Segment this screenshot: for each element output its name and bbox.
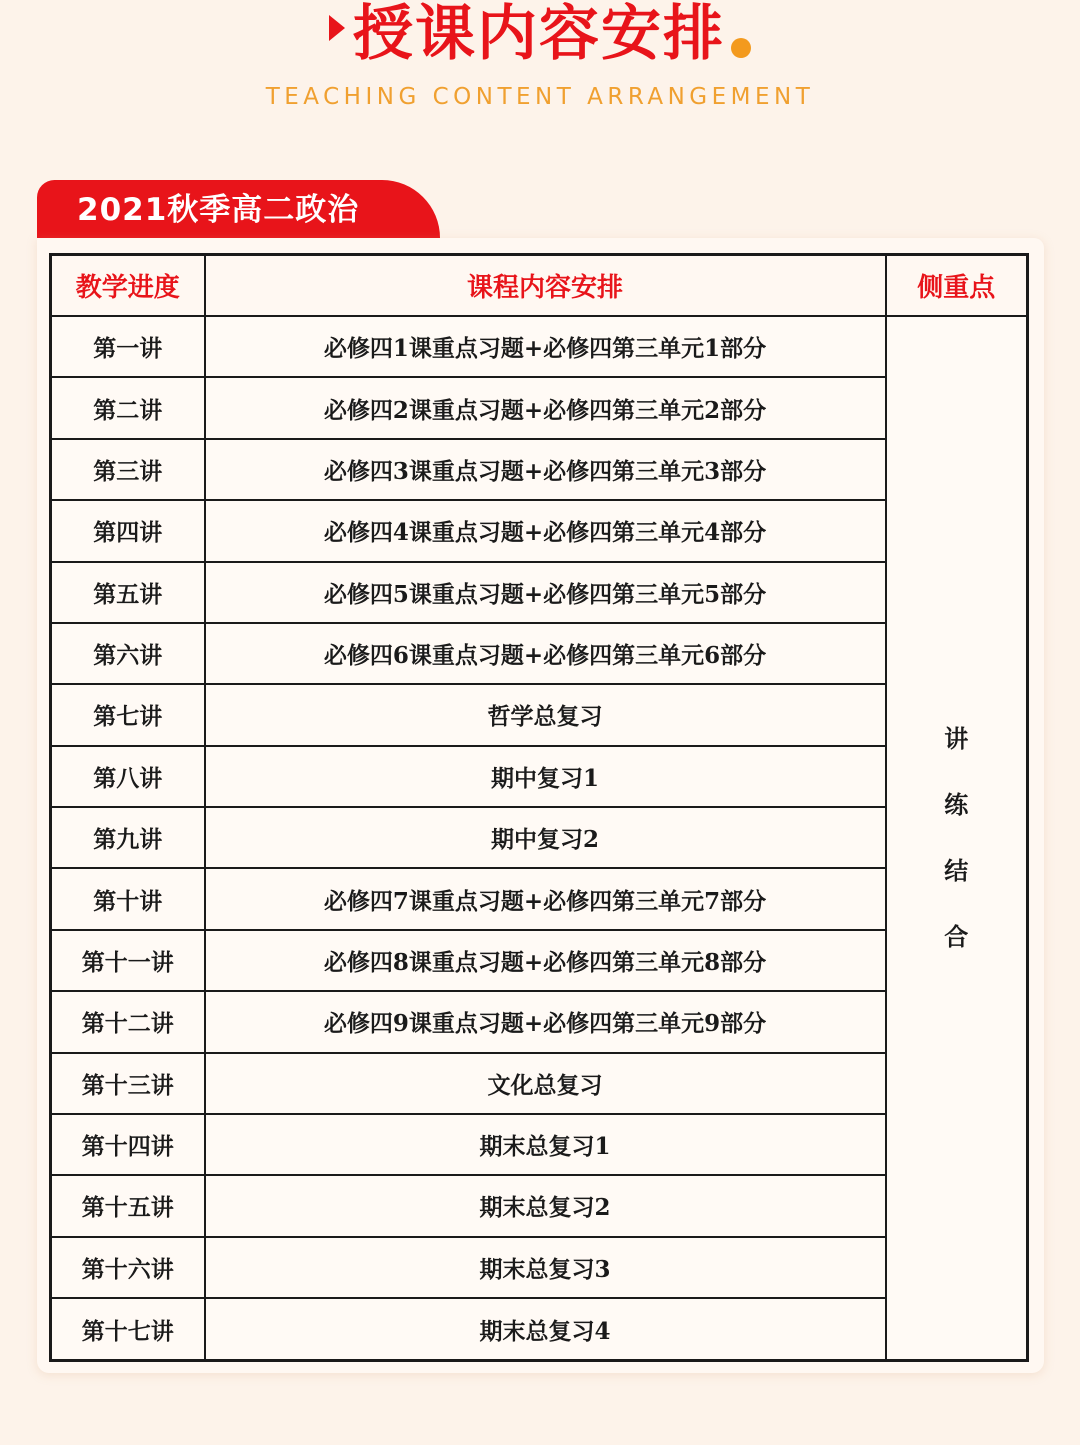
table-row bbox=[51, 991, 1028, 1052]
focus-char: 合 bbox=[944, 922, 969, 951]
page-subtitle: TEACHING CONTENT ARRANGEMENT bbox=[265, 84, 815, 110]
content-cell: 哲学总复习 bbox=[205, 684, 886, 745]
table-header-row bbox=[51, 255, 1028, 317]
content-cell: 必修四3课重点习题+必修四第三单元3部分 bbox=[205, 439, 886, 500]
table-row bbox=[51, 1053, 1028, 1114]
lesson-cell: 第十四讲 bbox=[51, 1114, 205, 1175]
page-title: 授课内容安排 bbox=[353, 0, 725, 69]
table-row bbox=[51, 562, 1028, 623]
title-triangle-icon bbox=[329, 15, 345, 41]
content-cell: 必修四1课重点习题+必修四第三单元1部分 bbox=[205, 316, 886, 377]
lesson-cell: 第九讲 bbox=[51, 807, 205, 868]
content-cell: 必修四7课重点习题+必修四第三单元7部分 bbox=[205, 868, 886, 929]
table-row bbox=[51, 439, 1028, 500]
content-cell: 必修四6课重点习题+必修四第三单元6部分 bbox=[205, 623, 886, 684]
table-row bbox=[51, 1114, 1028, 1175]
table-row bbox=[51, 623, 1028, 684]
content-cell: 期中复习1 bbox=[205, 746, 886, 807]
focus-char: 讲 bbox=[944, 724, 969, 753]
lesson-cell: 第十六讲 bbox=[51, 1237, 205, 1298]
content-cell: 必修四4课重点习题+必修四第三单元4部分 bbox=[205, 500, 886, 561]
lesson-cell: 第十三讲 bbox=[51, 1053, 205, 1114]
header-progress: 教学进度 bbox=[51, 255, 205, 317]
lesson-cell: 第三讲 bbox=[51, 439, 205, 500]
table-row bbox=[51, 1237, 1028, 1298]
table-row bbox=[51, 807, 1028, 868]
table-row bbox=[51, 1175, 1028, 1236]
page-header bbox=[0, 0, 1080, 130]
lesson-cell: 第一讲 bbox=[51, 316, 205, 377]
content-cell: 期末总复习4 bbox=[205, 1298, 886, 1361]
table-row bbox=[51, 746, 1028, 807]
schedule-table bbox=[49, 253, 1029, 1362]
table-row bbox=[51, 930, 1028, 991]
content-cell: 期末总复习3 bbox=[205, 1237, 886, 1298]
table-row bbox=[51, 500, 1028, 561]
focus-cell bbox=[886, 316, 1028, 1361]
focus-char: 练 bbox=[944, 790, 969, 819]
content-cell: 必修四2课重点习题+必修四第三单元2部分 bbox=[205, 377, 886, 438]
table-row bbox=[51, 1298, 1028, 1361]
header-focus: 侧重点 bbox=[886, 255, 1028, 317]
content-cell: 必修四5课重点习题+必修四第三单元5部分 bbox=[205, 562, 886, 623]
content-cell: 期中复习2 bbox=[205, 807, 886, 868]
table-row bbox=[51, 684, 1028, 745]
lesson-cell: 第七讲 bbox=[51, 684, 205, 745]
lesson-cell: 第四讲 bbox=[51, 500, 205, 561]
table-row bbox=[51, 868, 1028, 929]
title-row bbox=[0, 0, 1080, 72]
lesson-cell: 第十一讲 bbox=[51, 930, 205, 991]
lesson-cell: 第二讲 bbox=[51, 377, 205, 438]
course-tab-label: 2021秋季高二政治 bbox=[77, 192, 360, 228]
focus-char: 结 bbox=[944, 856, 969, 885]
lesson-cell: 第六讲 bbox=[51, 623, 205, 684]
content-cell: 期末总复习2 bbox=[205, 1175, 886, 1236]
content-cell: 必修四8课重点习题+必修四第三单元8部分 bbox=[205, 930, 886, 991]
table-row bbox=[51, 316, 1028, 377]
content-cell: 期末总复习1 bbox=[205, 1114, 886, 1175]
table-row bbox=[51, 377, 1028, 438]
content-cell: 必修四9课重点习题+必修四第三单元9部分 bbox=[205, 991, 886, 1052]
course-tab bbox=[37, 180, 440, 238]
lesson-cell: 第十二讲 bbox=[51, 991, 205, 1052]
lesson-cell: 第十讲 bbox=[51, 868, 205, 929]
title-dot-icon bbox=[731, 38, 751, 58]
lesson-cell: 第八讲 bbox=[51, 746, 205, 807]
lesson-cell: 第五讲 bbox=[51, 562, 205, 623]
header-content: 课程内容安排 bbox=[205, 255, 886, 317]
lesson-cell: 第十七讲 bbox=[51, 1298, 205, 1361]
content-cell: 文化总复习 bbox=[205, 1053, 886, 1114]
lesson-cell: 第十五讲 bbox=[51, 1175, 205, 1236]
